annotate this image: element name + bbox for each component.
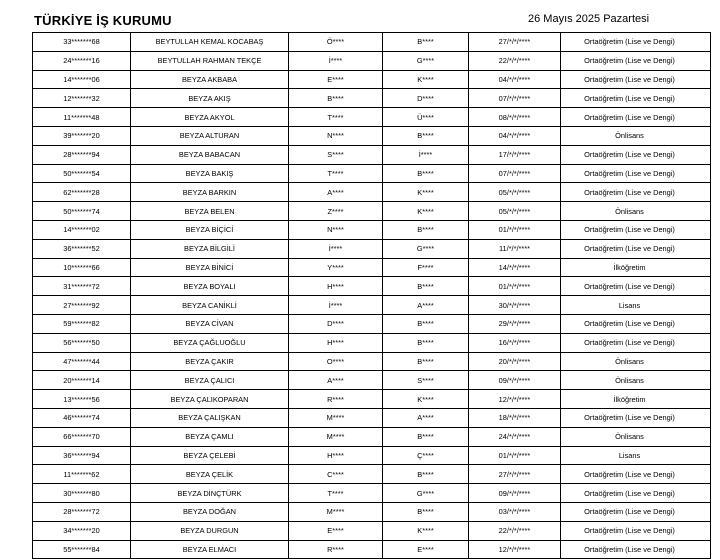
masked-id-cell: 12*******32 <box>33 89 131 108</box>
birth-date-cell: 05/*/*/**** <box>469 183 561 202</box>
table-row <box>33 277 711 296</box>
mother-name-cell: İ**** <box>383 145 469 164</box>
birth-date-cell: 11/*/*/**** <box>469 239 561 258</box>
mother-name-cell: B**** <box>383 465 469 484</box>
masked-id-cell: 33*******68 <box>33 33 131 52</box>
masked-id-cell: 36*******94 <box>33 446 131 465</box>
education-level-cell: Ortaöğretim (Lise ve Dengi) <box>561 502 711 521</box>
table-row <box>33 89 711 108</box>
masked-id-cell: 55*******84 <box>33 540 131 559</box>
table-row <box>33 408 711 427</box>
father-name-cell: T**** <box>289 484 383 503</box>
mother-name-cell: B**** <box>383 314 469 333</box>
full-name-cell: BEYZA ÇALICI <box>131 371 289 390</box>
full-name-cell: BEYZA DOĞAN <box>131 502 289 521</box>
mother-name-cell: B**** <box>383 502 469 521</box>
page-header <box>0 0 720 32</box>
table-row <box>33 314 711 333</box>
father-name-cell: Y**** <box>289 258 383 277</box>
education-level-cell: Ortaöğretim (Lise ve Dengi) <box>561 108 711 127</box>
birth-date-cell: 22/*/*/**** <box>469 51 561 70</box>
mother-name-cell: B**** <box>383 126 469 145</box>
mother-name-cell: B**** <box>383 333 469 352</box>
mother-name-cell: G**** <box>383 51 469 70</box>
mother-name-cell: A**** <box>383 296 469 315</box>
education-level-cell: İlköğretim <box>561 258 711 277</box>
father-name-cell: İ**** <box>289 296 383 315</box>
table-row <box>33 51 711 70</box>
birth-date-cell: 17/*/*/**** <box>469 145 561 164</box>
organization-title: TÜRKİYE İŞ KURUMU <box>34 13 172 28</box>
full-name-cell: BEYZA ÇELEBİ <box>131 446 289 465</box>
table-row <box>33 239 711 258</box>
mother-name-cell: B**** <box>383 33 469 52</box>
father-name-cell: M**** <box>289 427 383 446</box>
masked-id-cell: 47*******44 <box>33 352 131 371</box>
masked-id-cell: 59*******82 <box>33 314 131 333</box>
report-date: 26 Mayıs 2025 Pazartesi <box>528 13 650 25</box>
mother-name-cell: G**** <box>383 484 469 503</box>
masked-id-cell: 39*******20 <box>33 126 131 145</box>
full-name-cell: BEYZA ALTURAN <box>131 126 289 145</box>
birth-date-cell: 30/*/*/**** <box>469 296 561 315</box>
masked-id-cell: 28*******72 <box>33 502 131 521</box>
education-level-cell: Ortaöğretim (Lise ve Dengi) <box>561 465 711 484</box>
full-name-cell: BEYZA AKBABA <box>131 70 289 89</box>
father-name-cell: E**** <box>289 521 383 540</box>
table-row <box>33 33 711 52</box>
father-name-cell: A**** <box>289 371 383 390</box>
table-row <box>33 502 711 521</box>
applicant-table <box>32 32 711 559</box>
masked-id-cell: 46*******74 <box>33 408 131 427</box>
mother-name-cell: K**** <box>383 70 469 89</box>
full-name-cell: BEYZA CİVAN <box>131 314 289 333</box>
masked-id-cell: 50*******74 <box>33 202 131 221</box>
father-name-cell: A**** <box>289 183 383 202</box>
birth-date-cell: 29/*/*/**** <box>469 314 561 333</box>
table-row <box>33 446 711 465</box>
table-row <box>33 484 711 503</box>
father-name-cell: D**** <box>289 314 383 333</box>
full-name-cell: BEYZA BİLGİLİ <box>131 239 289 258</box>
father-name-cell: İ**** <box>289 239 383 258</box>
masked-id-cell: 11*******62 <box>33 465 131 484</box>
father-name-cell: T**** <box>289 108 383 127</box>
education-level-cell: Ortaöğretim (Lise ve Dengi) <box>561 220 711 239</box>
father-name-cell: Ö**** <box>289 33 383 52</box>
table-row <box>33 183 711 202</box>
mother-name-cell: B**** <box>383 352 469 371</box>
education-level-cell: Önlisans <box>561 202 711 221</box>
education-level-cell: Ortaöğretim (Lise ve Dengi) <box>561 164 711 183</box>
father-name-cell: İ**** <box>289 51 383 70</box>
father-name-cell: H**** <box>289 333 383 352</box>
education-level-cell: Ortaöğretim (Lise ve Dengi) <box>561 183 711 202</box>
birth-date-cell: 18/*/*/**** <box>469 408 561 427</box>
table-row <box>33 164 711 183</box>
father-name-cell: S**** <box>289 145 383 164</box>
table-row <box>33 126 711 145</box>
education-level-cell: Ortaöğretim (Lise ve Dengi) <box>561 51 711 70</box>
father-name-cell: R**** <box>289 390 383 409</box>
masked-id-cell: 56*******50 <box>33 333 131 352</box>
table-row <box>33 521 711 540</box>
masked-id-cell: 14*******06 <box>33 70 131 89</box>
father-name-cell: E**** <box>289 70 383 89</box>
mother-name-cell: K**** <box>383 183 469 202</box>
table-row <box>33 371 711 390</box>
education-level-cell: Önlisans <box>561 126 711 145</box>
masked-id-cell: 28*******94 <box>33 145 131 164</box>
masked-id-cell: 24*******16 <box>33 51 131 70</box>
mother-name-cell: B**** <box>383 427 469 446</box>
father-name-cell: N**** <box>289 126 383 145</box>
father-name-cell: M**** <box>289 408 383 427</box>
mother-name-cell: F**** <box>383 258 469 277</box>
full-name-cell: BEYZA ELMACI <box>131 540 289 559</box>
full-name-cell: BEYZA BARKIN <box>131 183 289 202</box>
masked-id-cell: 34*******20 <box>33 521 131 540</box>
full-name-cell: BEYZA BİNİCİ <box>131 258 289 277</box>
education-level-cell: Ortaöğretim (Lise ve Dengi) <box>561 89 711 108</box>
birth-date-cell: 04/*/*/**** <box>469 70 561 89</box>
table-row <box>33 202 711 221</box>
full-name-cell: BEYZA BELEN <box>131 202 289 221</box>
birth-date-cell: 01/*/*/**** <box>469 277 561 296</box>
mother-name-cell: D**** <box>383 89 469 108</box>
birth-date-cell: 05/*/*/**** <box>469 202 561 221</box>
father-name-cell: M**** <box>289 502 383 521</box>
masked-id-cell: 62*******28 <box>33 183 131 202</box>
education-level-cell: Ortaöğretim (Lise ve Dengi) <box>561 540 711 559</box>
full-name-cell: BEYZA CANİKLİ <box>131 296 289 315</box>
masked-id-cell: 27*******92 <box>33 296 131 315</box>
masked-id-cell: 14*******02 <box>33 220 131 239</box>
full-name-cell: BEYTULLAH RAHMAN TEKÇE <box>131 51 289 70</box>
table-row <box>33 70 711 89</box>
masked-id-cell: 36*******52 <box>33 239 131 258</box>
full-name-cell: BEYZA BİÇİCİ <box>131 220 289 239</box>
education-level-cell: Ortaöğretim (Lise ve Dengi) <box>561 70 711 89</box>
birth-date-cell: 07/*/*/**** <box>469 164 561 183</box>
birth-date-cell: 27/*/*/**** <box>469 465 561 484</box>
full-name-cell: BEYZA ÇAĞLUOĞLU <box>131 333 289 352</box>
birth-date-cell: 01/*/*/**** <box>469 220 561 239</box>
birth-date-cell: 04/*/*/**** <box>469 126 561 145</box>
birth-date-cell: 14/*/*/**** <box>469 258 561 277</box>
education-level-cell: Ortaöğretim (Lise ve Dengi) <box>561 145 711 164</box>
masked-id-cell: 66*******70 <box>33 427 131 446</box>
full-name-cell: BEYZA ÇAMLI <box>131 427 289 446</box>
masked-id-cell: 20*******14 <box>33 371 131 390</box>
education-level-cell: Önlisans <box>561 352 711 371</box>
table-row <box>33 427 711 446</box>
birth-date-cell: 08/*/*/**** <box>469 108 561 127</box>
masked-id-cell: 30*******80 <box>33 484 131 503</box>
mother-name-cell: K**** <box>383 202 469 221</box>
birth-date-cell: 03/*/*/**** <box>469 502 561 521</box>
mother-name-cell: S**** <box>383 371 469 390</box>
father-name-cell: O**** <box>289 352 383 371</box>
table-row <box>33 333 711 352</box>
table-row <box>33 390 711 409</box>
birth-date-cell: 24/*/*/**** <box>469 427 561 446</box>
full-name-cell: BEYTULLAH KEMAL KOCABAŞ <box>131 33 289 52</box>
education-level-cell: Lisans <box>561 446 711 465</box>
education-level-cell: Ortaöğretim (Lise ve Dengi) <box>561 408 711 427</box>
education-level-cell: Lisans <box>561 296 711 315</box>
education-level-cell: Ortaöğretim (Lise ve Dengi) <box>561 521 711 540</box>
birth-date-cell: 27/*/*/**** <box>469 33 561 52</box>
education-level-cell: Ortaöğretim (Lise ve Dengi) <box>561 33 711 52</box>
table-row <box>33 540 711 559</box>
masked-id-cell: 13*******56 <box>33 390 131 409</box>
full-name-cell: BEYZA ÇELİK <box>131 465 289 484</box>
full-name-cell: BEYZA DURGUN <box>131 521 289 540</box>
education-level-cell: Ortaöğretim (Lise ve Dengi) <box>561 484 711 503</box>
education-level-cell: Ortaöğretim (Lise ve Dengi) <box>561 314 711 333</box>
table-row <box>33 465 711 484</box>
mother-name-cell: Ü**** <box>383 108 469 127</box>
table-row <box>33 296 711 315</box>
mother-name-cell: Ç**** <box>383 446 469 465</box>
applicant-table-body <box>33 33 711 559</box>
mother-name-cell: K**** <box>383 390 469 409</box>
birth-date-cell: 07/*/*/**** <box>469 89 561 108</box>
table-row <box>33 108 711 127</box>
masked-id-cell: 31*******72 <box>33 277 131 296</box>
birth-date-cell: 09/*/*/**** <box>469 371 561 390</box>
full-name-cell: BEYZA ÇALIŞKAN <box>131 408 289 427</box>
birth-date-cell: 09/*/*/**** <box>469 484 561 503</box>
education-level-cell: Ortaöğretim (Lise ve Dengi) <box>561 277 711 296</box>
education-level-cell: Önlisans <box>561 427 711 446</box>
birth-date-cell: 22/*/*/**** <box>469 521 561 540</box>
education-level-cell: Ortaöğretim (Lise ve Dengi) <box>561 333 711 352</box>
father-name-cell: B**** <box>289 89 383 108</box>
birth-date-cell: 20/*/*/**** <box>469 352 561 371</box>
table-row <box>33 220 711 239</box>
full-name-cell: BEYZA BOYALI <box>131 277 289 296</box>
table-row <box>33 352 711 371</box>
education-level-cell: İlköğretim <box>561 390 711 409</box>
father-name-cell: N**** <box>289 220 383 239</box>
masked-id-cell: 50*******54 <box>33 164 131 183</box>
full-name-cell: BEYZA BAKIŞ <box>131 164 289 183</box>
full-name-cell: BEYZA BABACAN <box>131 145 289 164</box>
education-level-cell: Ortaöğretim (Lise ve Dengi) <box>561 239 711 258</box>
table-row <box>33 258 711 277</box>
education-level-cell: Önlisans <box>561 371 711 390</box>
birth-date-cell: 12/*/*/**** <box>469 390 561 409</box>
full-name-cell: BEYZA ÇAKIR <box>131 352 289 371</box>
birth-date-cell: 01/*/*/**** <box>469 446 561 465</box>
father-name-cell: Z**** <box>289 202 383 221</box>
father-name-cell: H**** <box>289 277 383 296</box>
mother-name-cell: B**** <box>383 220 469 239</box>
masked-id-cell: 11*******48 <box>33 108 131 127</box>
masked-id-cell: 10*******66 <box>33 258 131 277</box>
mother-name-cell: E**** <box>383 540 469 559</box>
mother-name-cell: G**** <box>383 239 469 258</box>
birth-date-cell: 16/*/*/**** <box>469 333 561 352</box>
father-name-cell: R**** <box>289 540 383 559</box>
father-name-cell: H**** <box>289 446 383 465</box>
full-name-cell: BEYZA DİNÇTÜRK <box>131 484 289 503</box>
full-name-cell: BEYZA AKYOL <box>131 108 289 127</box>
mother-name-cell: K**** <box>383 521 469 540</box>
father-name-cell: C**** <box>289 465 383 484</box>
mother-name-cell: B**** <box>383 277 469 296</box>
table-row <box>33 145 711 164</box>
mother-name-cell: A**** <box>383 408 469 427</box>
full-name-cell: BEYZA ÇALIKOPARAN <box>131 390 289 409</box>
father-name-cell: T**** <box>289 164 383 183</box>
full-name-cell: BEYZA AKIŞ <box>131 89 289 108</box>
mother-name-cell: B**** <box>383 164 469 183</box>
birth-date-cell: 12/*/*/**** <box>469 540 561 559</box>
